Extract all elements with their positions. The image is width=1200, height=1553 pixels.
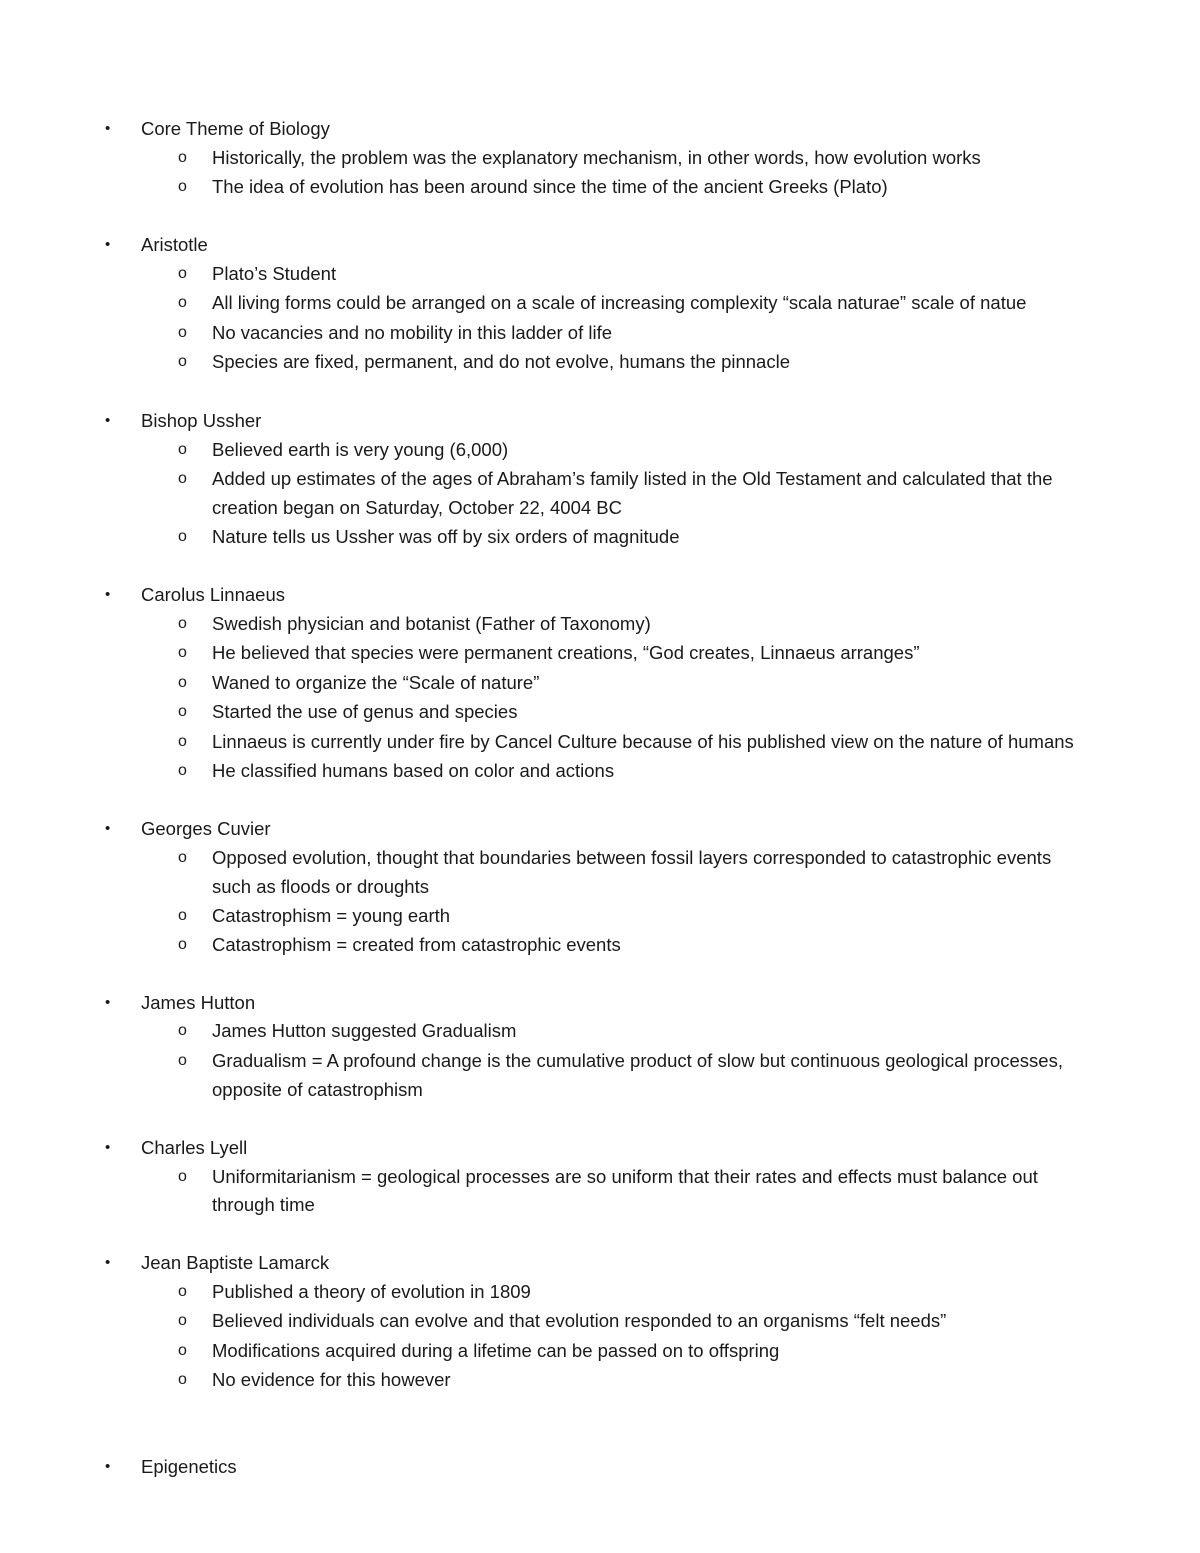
sub-bullet-icon: o xyxy=(178,149,187,166)
sub-bullet-icon: o xyxy=(178,1371,187,1388)
sub-bullet-icon: o xyxy=(178,615,187,632)
sub-bullet-icon: o xyxy=(178,265,187,282)
sub-bullet-icon: o xyxy=(178,1312,187,1329)
section-heading: Carolus Linnaeus xyxy=(141,584,285,605)
bullet-icon: • xyxy=(105,1254,111,1271)
sub-bullet-icon: o xyxy=(178,733,187,750)
list-item-text: Believed individuals can evolve and that evolution responded to an organisms “felt needs” xyxy=(212,1310,947,1331)
section-heading: Bishop Ussher xyxy=(141,410,262,431)
list-item-text: Started the use of genus and species xyxy=(212,701,518,722)
sub-bullet-icon: o xyxy=(178,178,187,195)
section-heading: Core Theme of Biology xyxy=(141,118,330,139)
sub-bullet-icon: o xyxy=(178,528,187,545)
list-item-text: Waned to organize the “Scale of nature” xyxy=(212,672,540,693)
sub-bullet-icon: o xyxy=(178,674,187,691)
list-item-text: creation began on Saturday, October 22, 4004 BC xyxy=(212,497,623,518)
bullet-icon: • xyxy=(105,236,111,253)
list-item-text: Linnaeus is currently under fire by Cancel Culture because of his published view on the nature of humans xyxy=(212,731,1074,752)
bullet-icon: • xyxy=(105,412,111,429)
bullet-icon: • xyxy=(105,994,111,1011)
list-item-text: Catastrophism = created from catastrophic events xyxy=(212,934,621,955)
list-item-text: Swedish physician and botanist (Father of Taxonomy) xyxy=(212,613,651,634)
sub-bullet-icon: o xyxy=(178,703,187,720)
section-heading: Charles Lyell xyxy=(141,1137,248,1158)
list-item-text: Catastrophism = young earth xyxy=(212,905,451,926)
sub-bullet-icon: o xyxy=(178,1283,187,1300)
list-item-text: Plato’s Student xyxy=(212,263,337,284)
list-item-text: through time xyxy=(212,1194,315,1215)
sub-bullet-icon: o xyxy=(178,353,187,370)
list-item-text: Historically, the problem was the explanatory mechanism, in other words, how evolution works xyxy=(212,147,981,168)
list-item-text: Gradualism = A profound change is the cumulative product of slow but continuous geological processes, xyxy=(212,1050,1063,1071)
list-item-text: Believed earth is very young (6,000) xyxy=(212,439,509,460)
sub-bullet-icon: o xyxy=(178,1052,187,1069)
list-item-text: He classified humans based on color and actions xyxy=(212,760,615,781)
sub-bullet-icon: o xyxy=(178,644,187,661)
sub-bullet-icon: o xyxy=(178,294,187,311)
sub-bullet-icon: o xyxy=(178,441,187,458)
list-item-text: James Hutton suggested Gradualism xyxy=(212,1020,517,1041)
sub-bullet-icon: o xyxy=(178,1342,187,1359)
sub-bullet-icon: o xyxy=(178,470,187,487)
list-item-text: such as floods or droughts xyxy=(212,876,429,897)
sub-bullet-icon: o xyxy=(178,936,187,953)
list-item-text: All living forms could be arranged on a scale of increasing complexity “scala naturae” scale of natue xyxy=(212,292,1027,313)
sub-bullet-icon: o xyxy=(178,849,187,866)
list-item-text: The idea of evolution has been around since the time of the ancient Greeks (Plato) xyxy=(212,176,888,197)
section-heading: Jean Baptiste Lamarck xyxy=(141,1252,330,1273)
section-heading: Georges Cuvier xyxy=(141,818,271,839)
bullet-icon: • xyxy=(105,1458,111,1475)
list-item-text: Modifications acquired during a lifetime can be passed on to offspring xyxy=(212,1340,780,1361)
list-item-text: No evidence for this however xyxy=(212,1369,451,1390)
list-item-text: Uniformitarianism = geological processes are so uniform that their rates and effects must balance out xyxy=(212,1166,1038,1187)
list-item-text: No vacancies and no mobility in this ladder of life xyxy=(212,322,613,343)
bullet-icon: • xyxy=(105,586,111,603)
bullet-icon: • xyxy=(105,1139,111,1156)
list-item-text: He believed that species were permanent creations, “God creates, Linnaeus arranges” xyxy=(212,642,920,663)
sub-bullet-icon: o xyxy=(178,324,187,341)
section-heading: Epigenetics xyxy=(141,1456,237,1477)
sub-bullet-icon: o xyxy=(178,907,187,924)
list-item-text: Added up estimates of the ages of Abraham’s family listed in the Old Testament and calculated that the xyxy=(212,468,1053,489)
list-item-text: Opposed evolution, thought that boundaries between fossil layers corresponded to catastrophic events xyxy=(212,847,1052,868)
list-item-text: Nature tells us Ussher was off by six orders of magnitude xyxy=(212,526,680,547)
list-item-text: Species are fixed, permanent, and do not evolve, humans the pinnacle xyxy=(212,351,790,372)
list-item-text: Published a theory of evolution in 1809 xyxy=(212,1281,531,1302)
section-heading: Aristotle xyxy=(141,234,208,255)
bullet-icon: • xyxy=(105,820,111,837)
section-heading: James Hutton xyxy=(141,992,256,1013)
sub-bullet-icon: o xyxy=(178,1168,187,1185)
bullet-icon: • xyxy=(105,120,111,137)
list-item-text: opposite of catastrophism xyxy=(212,1079,423,1100)
sub-bullet-icon: o xyxy=(178,1022,187,1039)
sub-bullet-icon: o xyxy=(178,762,187,779)
